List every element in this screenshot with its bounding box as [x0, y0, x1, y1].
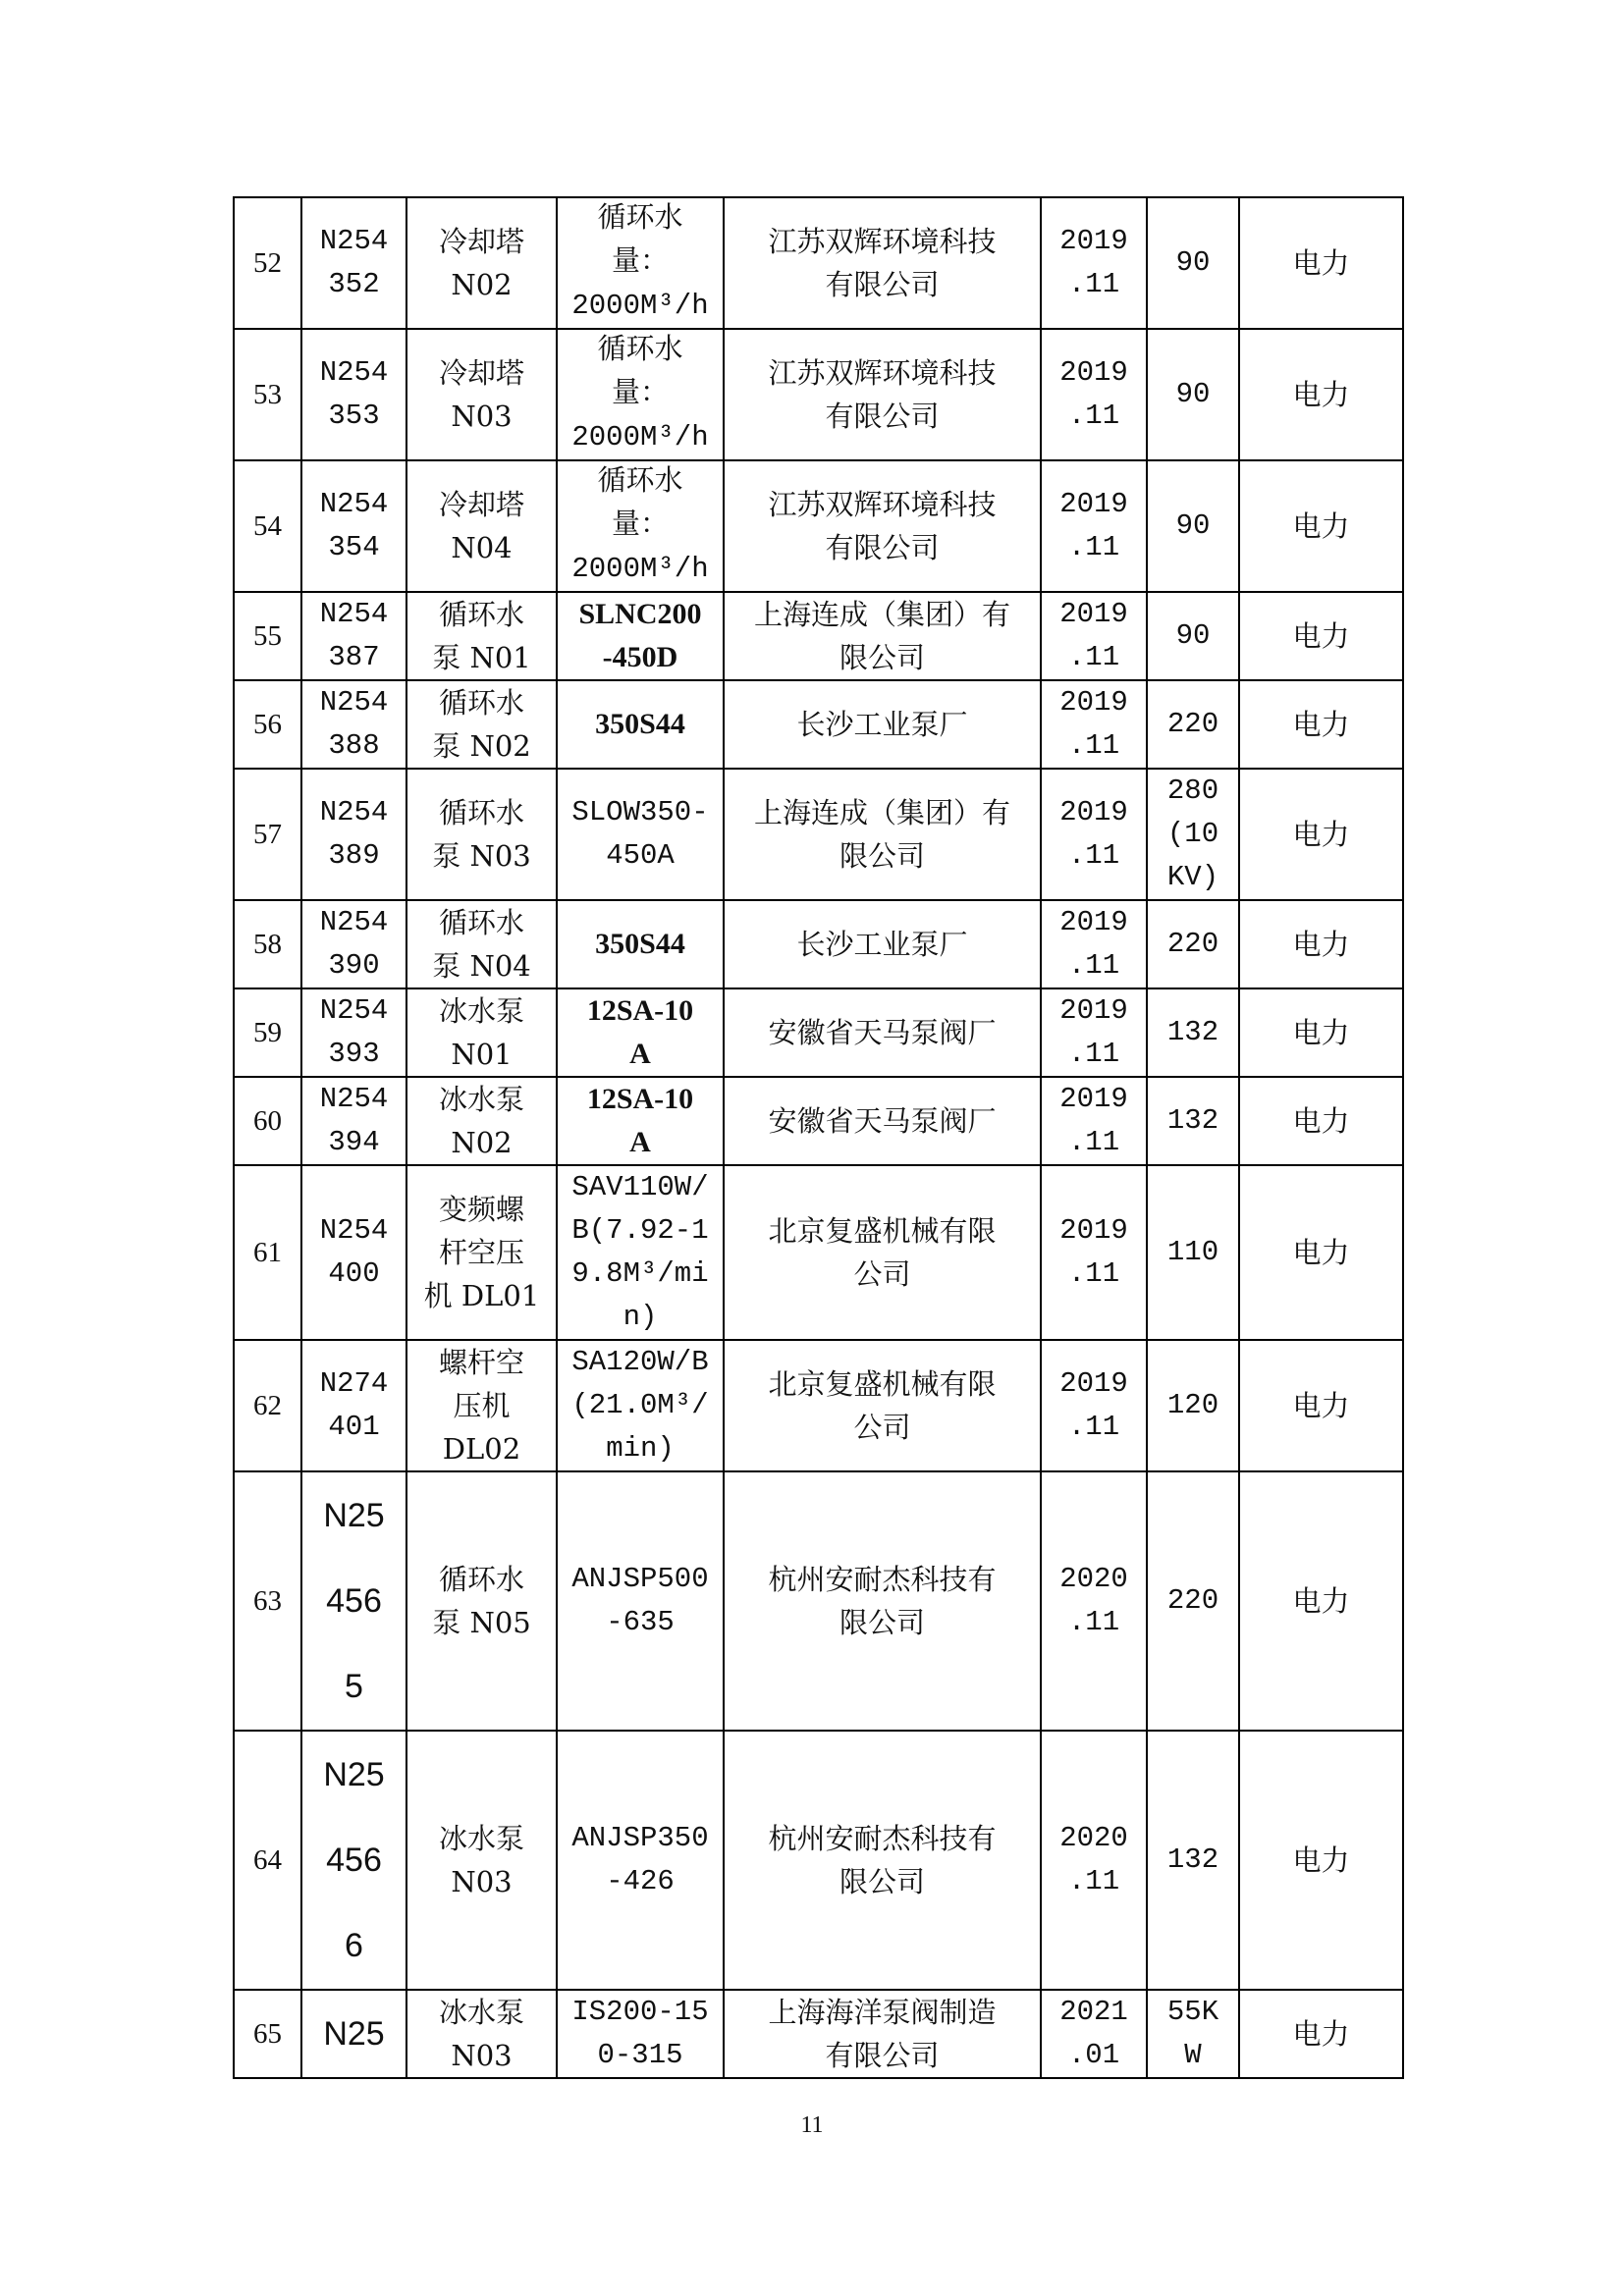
- equipment-code: N254 352: [301, 197, 406, 329]
- equipment-model: 循环水 量： 2000M³/h: [557, 460, 724, 592]
- equipment-name: 循环水 泵 N01: [406, 592, 557, 680]
- table-row: [234, 1165, 1403, 1340]
- energy-type: 电力: [1239, 680, 1403, 769]
- equipment-code: N25 456 6: [301, 1731, 406, 1990]
- install-date: 2019 .11: [1041, 1340, 1147, 1471]
- rated-power: 90: [1147, 197, 1239, 329]
- install-date: 2019 .11: [1041, 769, 1147, 900]
- install-date: 2019 .11: [1041, 988, 1147, 1077]
- row-number: 59: [234, 988, 301, 1077]
- row-number: 64: [234, 1731, 301, 1990]
- install-date: 2019 .11: [1041, 1165, 1147, 1340]
- equipment-model: 350S44: [557, 680, 724, 769]
- manufacturer: 北京复盛机械有限 公司: [724, 1165, 1041, 1340]
- equipment-name: 冰水泵 N02: [406, 1077, 557, 1165]
- energy-type: 电力: [1239, 1077, 1403, 1165]
- table-row: [234, 988, 1403, 1077]
- table-row: [234, 197, 1403, 329]
- row-number: 55: [234, 592, 301, 680]
- equipment-name: 循环水 泵 N02: [406, 680, 557, 769]
- energy-type: 电力: [1239, 460, 1403, 592]
- row-number: 54: [234, 460, 301, 592]
- install-date: 2020 .11: [1041, 1731, 1147, 1990]
- rated-power: 220: [1147, 1471, 1239, 1731]
- equipment-code: N254 394: [301, 1077, 406, 1165]
- equipment-name: 循环水 泵 N03: [406, 769, 557, 900]
- rated-power: 132: [1147, 988, 1239, 1077]
- equipment-code: N254 389: [301, 769, 406, 900]
- install-date: 2019 .11: [1041, 197, 1147, 329]
- energy-type: 电力: [1239, 900, 1403, 988]
- energy-type: 电力: [1239, 1731, 1403, 1990]
- install-date: 2019 .11: [1041, 460, 1147, 592]
- equipment-model: 12SA-10 A: [557, 1077, 724, 1165]
- table-row: [234, 1471, 1403, 1731]
- equipment-model: 循环水 量： 2000M³/h: [557, 197, 724, 329]
- equipment-model: ANJSP500 -635: [557, 1471, 724, 1731]
- page-number: 11: [800, 2112, 824, 2138]
- equipment-model: IS200-15 0-315: [557, 1990, 724, 2078]
- install-date: 2019 .11: [1041, 680, 1147, 769]
- table-row: [234, 1731, 1403, 1990]
- equipment-code: N25 456 5: [301, 1471, 406, 1731]
- rated-power: 90: [1147, 329, 1239, 460]
- rated-power: 280 (10 KV): [1147, 769, 1239, 900]
- table-row: [234, 592, 1403, 680]
- equipment-model: SLNC200 -450D: [557, 592, 724, 680]
- install-date: 2019 .11: [1041, 329, 1147, 460]
- table-row: [234, 900, 1403, 988]
- equipment-table: [233, 196, 1404, 2079]
- manufacturer: 上海海洋泵阀制造 有限公司: [724, 1990, 1041, 2078]
- rated-power: 55K W: [1147, 1990, 1239, 2078]
- rated-power: 120: [1147, 1340, 1239, 1471]
- equipment-model: 12SA-10 A: [557, 988, 724, 1077]
- row-number: 56: [234, 680, 301, 769]
- install-date: 2019 .11: [1041, 1077, 1147, 1165]
- rated-power: 220: [1147, 680, 1239, 769]
- equipment-name: 冰水泵 N03: [406, 1990, 557, 2078]
- row-number: 63: [234, 1471, 301, 1731]
- manufacturer: 长沙工业泵厂: [724, 680, 1041, 769]
- equipment-model: SLOW350- 450A: [557, 769, 724, 900]
- row-number: 57: [234, 769, 301, 900]
- row-number: 53: [234, 329, 301, 460]
- equipment-code: N254 390: [301, 900, 406, 988]
- equipment-name: 冷却塔 N03: [406, 329, 557, 460]
- table-row: [234, 329, 1403, 460]
- equipment-model: SAV110W/ B(7.92-1 9.8M³/mi n): [557, 1165, 724, 1340]
- row-number: 65: [234, 1990, 301, 2078]
- manufacturer: 江苏双辉环境科技 有限公司: [724, 329, 1041, 460]
- install-date: 2019 .11: [1041, 900, 1147, 988]
- equipment-name: 冰水泵 N03: [406, 1731, 557, 1990]
- energy-type: 电力: [1239, 329, 1403, 460]
- equipment-code: N254 393: [301, 988, 406, 1077]
- energy-type: 电力: [1239, 769, 1403, 900]
- equipment-model: 350S44: [557, 900, 724, 988]
- manufacturer: 杭州安耐杰科技有 限公司: [724, 1471, 1041, 1731]
- equipment-name: 冷却塔 N04: [406, 460, 557, 592]
- equipment-code: N254 354: [301, 460, 406, 592]
- table-row: [234, 460, 1403, 592]
- equipment-code: N25: [301, 1990, 406, 2078]
- table-row: [234, 680, 1403, 769]
- rated-power: 132: [1147, 1731, 1239, 1990]
- equipment-code: N254 387: [301, 592, 406, 680]
- equipment-model: 循环水 量： 2000M³/h: [557, 329, 724, 460]
- row-number: 62: [234, 1340, 301, 1471]
- rated-power: 110: [1147, 1165, 1239, 1340]
- row-number: 58: [234, 900, 301, 988]
- manufacturer: 江苏双辉环境科技 有限公司: [724, 197, 1041, 329]
- row-number: 60: [234, 1077, 301, 1165]
- install-date: 2020 .11: [1041, 1471, 1147, 1731]
- energy-type: 电力: [1239, 1340, 1403, 1471]
- equipment-code: N274 401: [301, 1340, 406, 1471]
- energy-type: 电力: [1239, 1165, 1403, 1340]
- energy-type: 电力: [1239, 197, 1403, 329]
- energy-type: 电力: [1239, 1471, 1403, 1731]
- table-row: [234, 1990, 1403, 2078]
- equipment-name: 循环水 泵 N04: [406, 900, 557, 988]
- rated-power: 220: [1147, 900, 1239, 988]
- equipment-model: SA120W/B (21.0M³/ min): [557, 1340, 724, 1471]
- manufacturer: 上海连成（集团）有 限公司: [724, 769, 1041, 900]
- energy-type: 电力: [1239, 1990, 1403, 2078]
- rated-power: 132: [1147, 1077, 1239, 1165]
- manufacturer: 杭州安耐杰科技有 限公司: [724, 1731, 1041, 1990]
- equipment-name: 变频螺 杆空压 机 DL01: [406, 1165, 557, 1340]
- equipment-name: 循环水 泵 N05: [406, 1471, 557, 1731]
- rated-power: 90: [1147, 592, 1239, 680]
- energy-type: 电力: [1239, 988, 1403, 1077]
- row-number: 52: [234, 197, 301, 329]
- equipment-code: N254 388: [301, 680, 406, 769]
- table-row: [234, 1340, 1403, 1471]
- equipment-code: N254 400: [301, 1165, 406, 1340]
- equipment-name: 冰水泵 N01: [406, 988, 557, 1077]
- manufacturer: 江苏双辉环境科技 有限公司: [724, 460, 1041, 592]
- row-number: 61: [234, 1165, 301, 1340]
- manufacturer: 长沙工业泵厂: [724, 900, 1041, 988]
- table-row: [234, 769, 1403, 900]
- manufacturer: 北京复盛机械有限 公司: [724, 1340, 1041, 1471]
- equipment-model: ANJSP350 -426: [557, 1731, 724, 1990]
- equipment-name: 螺杆空 压机 DL02: [406, 1340, 557, 1471]
- equipment-name: 冷却塔 N02: [406, 197, 557, 329]
- rated-power: 90: [1147, 460, 1239, 592]
- manufacturer: 上海连成（集团）有 限公司: [724, 592, 1041, 680]
- energy-type: 电力: [1239, 592, 1403, 680]
- equipment-code: N254 353: [301, 329, 406, 460]
- table-row: [234, 1077, 1403, 1165]
- manufacturer: 安徽省天马泵阀厂: [724, 988, 1041, 1077]
- manufacturer: 安徽省天马泵阀厂: [724, 1077, 1041, 1165]
- install-date: 2021 .01: [1041, 1990, 1147, 2078]
- install-date: 2019 .11: [1041, 592, 1147, 680]
